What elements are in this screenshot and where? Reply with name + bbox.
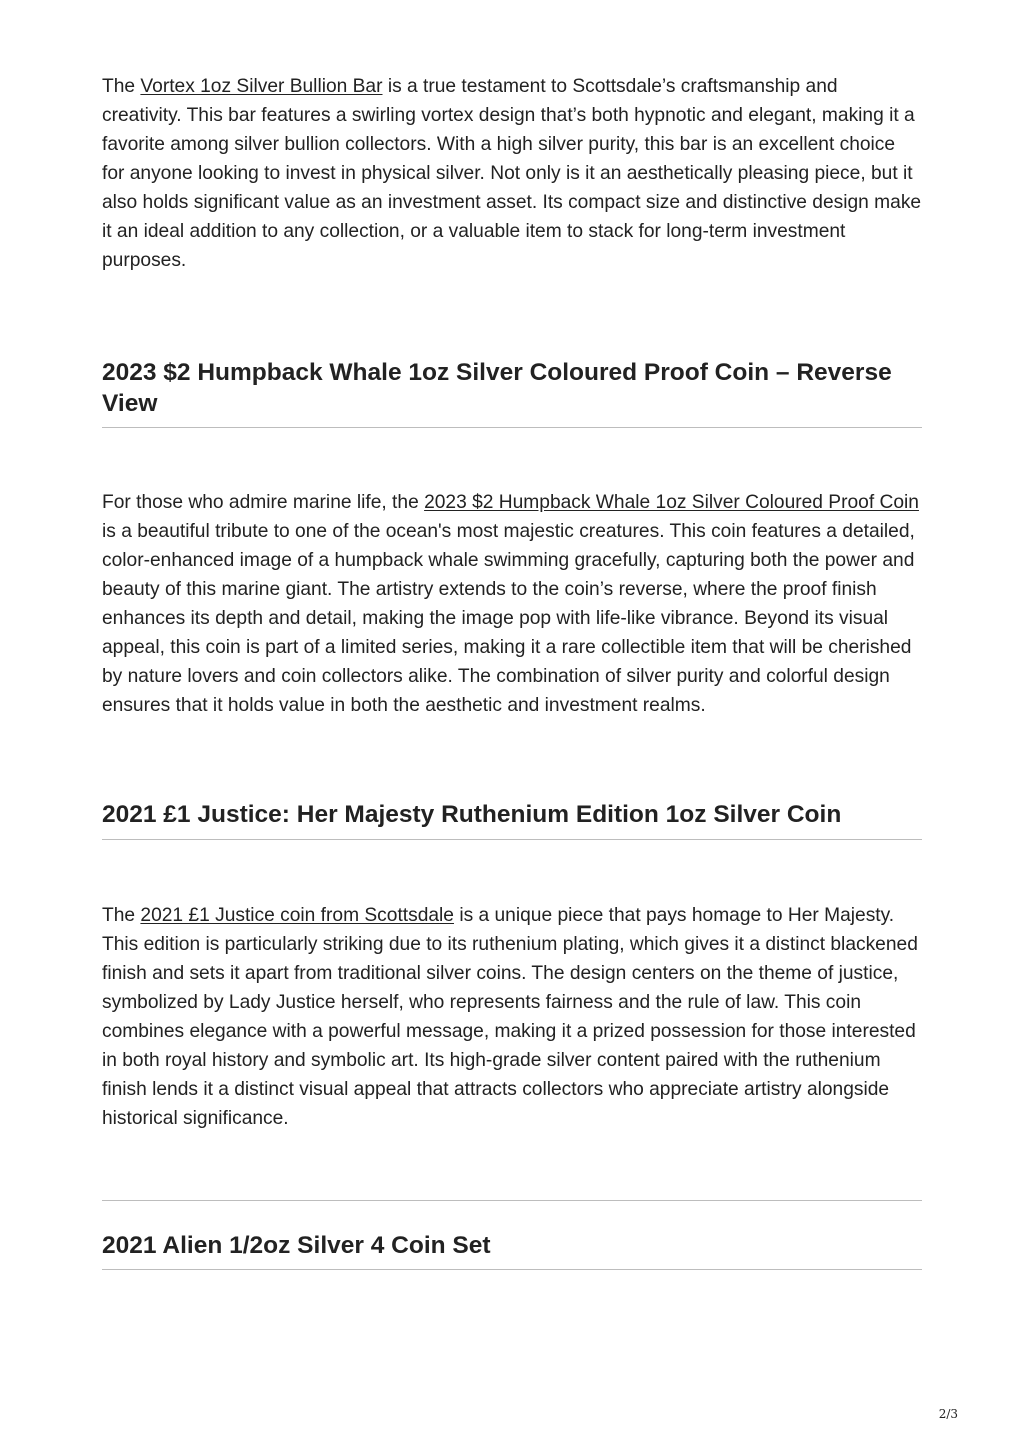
- page-number: 2/3: [938, 1407, 958, 1421]
- justice-coin-link[interactable]: 2021 £1 Justice coin from Scottsdale: [140, 904, 454, 926]
- section-divider: [102, 1200, 922, 1201]
- paragraph-body: is a true testament to Scottsdale’s craftsmanship and creativity. This bar features a swirling vortex design that’s both hypnotic and elegant, making it a favorite among silver bullion collectors. With a high silver purity, this bar is an excellent choice for anyone looking to invest in physical silver. Not only is it an aesthetically pleasing piece, but it also holds significant value as an investment asset. Its compact size and distinctive design make it an ideal addition to any collection, or a valuable item to stack for long-term investment purposes.: [102, 76, 922, 271]
- humpback-whale-paragraph: [102, 488, 922, 720]
- paragraph-body: is a beautiful tribute to one of the ocean's most majestic creatures. This coin features a detailed, color-enhanced image of a humpback whale swimming gracefully, capturing both the power and beauty of this marine giant. The artistry extends to the coin’s reverse, where the proof finish enhances its depth and detail, making the image pop with life-like vibrance. Beyond its visual appeal, this coin is part of a limited series, making it a rare collectible item that will be cherished by nature lovers and coin collectors alike. The combination of silver purity and colorful design ensures that it holds value in both the aesthetic and investment realms.: [102, 521, 915, 716]
- paragraph-prefix: For those who admire marine life, the: [102, 492, 425, 513]
- document-page: [102, 72, 922, 1270]
- humpback-whale-heading: 2023 $2 Humpback Whale 1oz Silver Coloured Proof Coin – Reverse View: [102, 358, 922, 428]
- paragraph-prefix: The: [102, 76, 141, 97]
- vortex-bar-link[interactable]: Vortex 1oz Silver Bullion Bar: [140, 76, 383, 97]
- paragraph-body: is a unique piece that pays homage to Her Majesty. This edition is particularly striking due to its ruthenium plating, which gives it a distinct blackened finish and sets it apart from traditional silver coins. The design centers on the theme of justice, symbolized by Lady Justice herself, who represents fairness and the rule of law. This coin combines elegance with a powerful message, making it a prized possession for those interested in both royal history and symbolic art. Its high-grade silver content paired with the ruthenium finish lends it a distinct visual appeal that attracts collectors who appreciate artistry alongside historical significance.: [102, 904, 918, 1129]
- justice-coin-paragraph: [102, 901, 922, 1133]
- paragraph-prefix: The: [102, 904, 141, 926]
- justice-coin-heading: 2021 £1 Justice: Her Majesty Ruthenium Edition 1oz Silver Coin: [102, 800, 922, 840]
- humpback-whale-coin-link[interactable]: 2023 $2 Humpback Whale 1oz Silver Coloured Proof Coin: [424, 492, 919, 513]
- vortex-bar-paragraph: [102, 72, 922, 275]
- alien-coin-set-heading: 2021 Alien 1/2oz Silver 4 Coin Set: [102, 1231, 922, 1271]
